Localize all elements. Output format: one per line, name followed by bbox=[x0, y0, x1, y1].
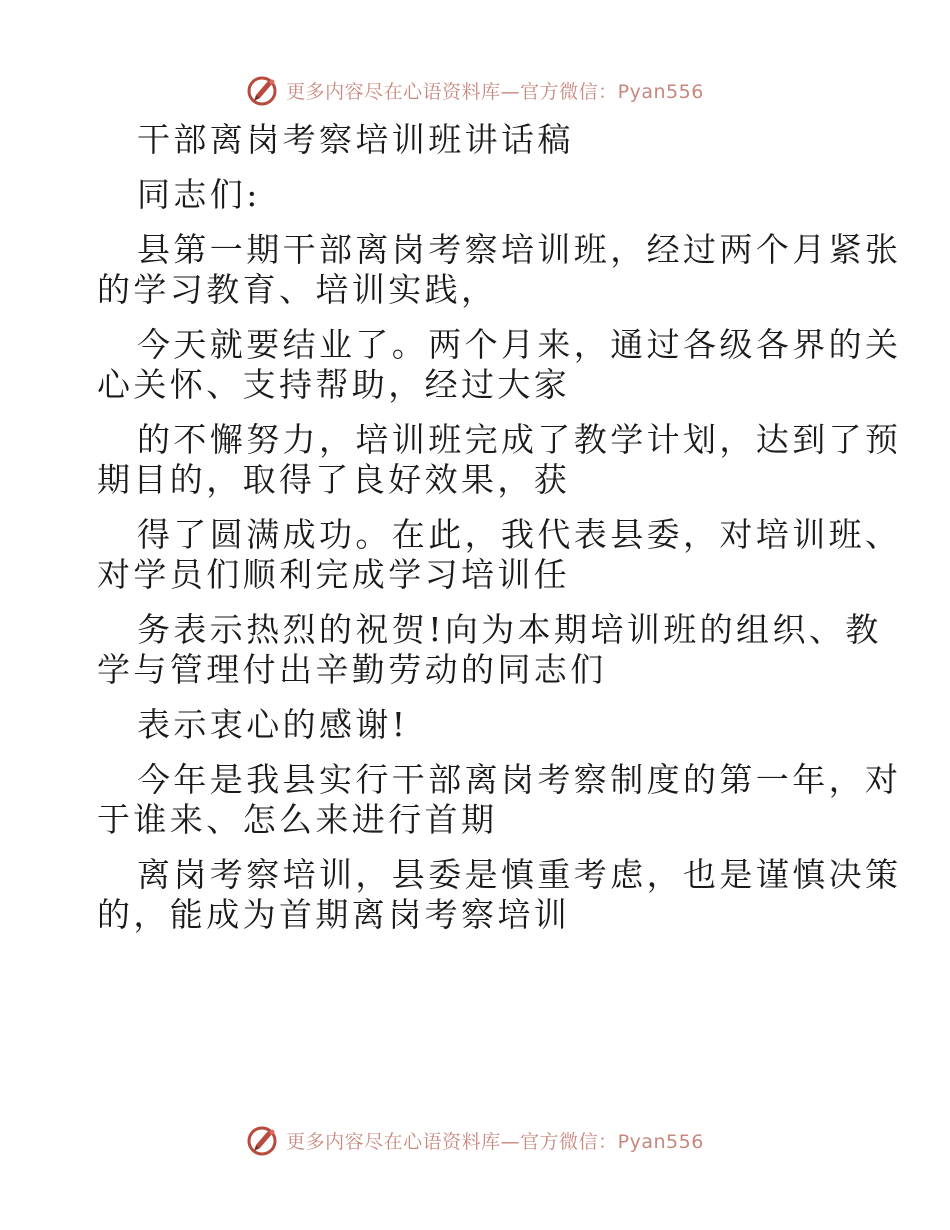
paragraph-line: 学与管理付出辛勤劳动的同志们 bbox=[97, 650, 607, 689]
footer-banner-text: 更多内容尽在心语资料库—官方微信：Pyan556 bbox=[286, 1130, 704, 1153]
footer-banner-inner bbox=[246, 1123, 704, 1157]
paragraph-line: 离岗考察培训，县委是慎重考虑，也是谨慎决策 bbox=[137, 855, 902, 894]
paragraph-line: 务表示热烈的祝贺!向为本期培训班的组织、教 bbox=[137, 610, 882, 649]
salutation: 同志们: bbox=[137, 175, 261, 214]
document-body bbox=[97, 120, 902, 935]
header-banner bbox=[0, 70, 950, 110]
pen-logo-icon bbox=[246, 73, 280, 107]
paragraph-line: 表示衷心的感谢! bbox=[137, 705, 409, 744]
footer-banner bbox=[0, 1120, 950, 1160]
document-title: 干部离岗考察培训班讲话稿 bbox=[137, 120, 574, 159]
header-banner-inner bbox=[246, 73, 704, 107]
paragraph-line: 今年是我县实行干部离岗考察制度的第一年，对 bbox=[137, 760, 902, 799]
paragraph-line: 的学习教育、培训实践， bbox=[97, 270, 498, 309]
paragraph-line: 的不懈努力，培训班完成了教学计划，达到了预 bbox=[137, 420, 902, 459]
paragraph-line: 对学员们顺利完成学习培训任 bbox=[97, 555, 571, 594]
paragraph-line: 于谁来、怎么来进行首期 bbox=[97, 800, 498, 839]
paragraph-line: 县第一期干部离岗考察培训班，经过两个月紧张 bbox=[137, 230, 902, 269]
paragraph-line: 得了圆满成功。在此，我代表县委，对培训班、 bbox=[137, 515, 902, 554]
pen-logo-icon bbox=[246, 1123, 280, 1157]
paragraph-line: 心关怀、支持帮助，经过大家 bbox=[97, 365, 571, 404]
paragraph-line: 今天就要结业了。两个月来，通过各级各界的关 bbox=[137, 325, 902, 364]
paragraph-line: 期目的，取得了良好效果，获 bbox=[97, 460, 571, 499]
paragraph-line: 的，能成为首期离岗考察培训 bbox=[97, 895, 571, 934]
header-banner-text: 更多内容尽在心语资料库—官方微信：Pyan556 bbox=[286, 80, 704, 103]
